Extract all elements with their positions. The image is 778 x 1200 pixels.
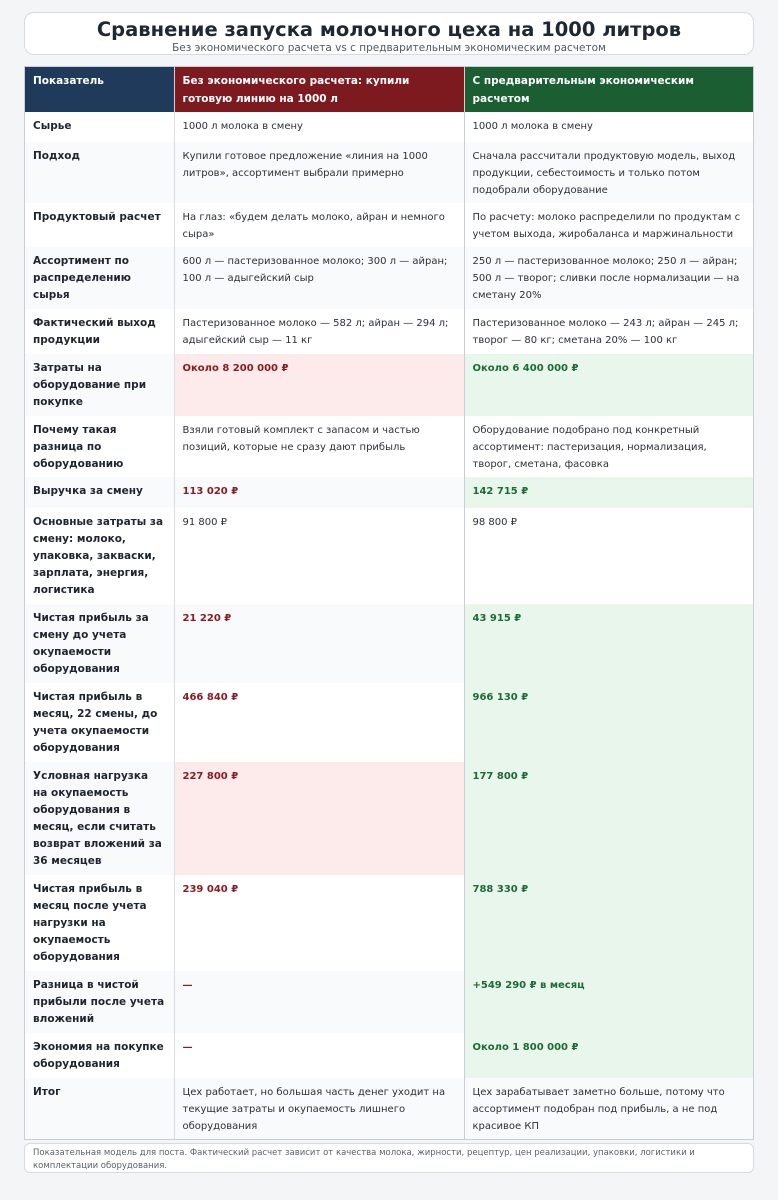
cell-with-calc: Сначала рассчитали продуктовую модель, выход продукции, себестоимость и только потом подобрали оборудование — [464, 142, 753, 203]
row-label: Чистая прибыль в месяц после учета нагрузки на окупаемость оборудования — [25, 875, 174, 971]
page-title: Сравнение запуска молочного цеха на 1000 литров — [96, 18, 682, 41]
cell-without-calc: Взяли готовый комплект с запасом и частью позиций, которые не сразу дают прибыль — [174, 416, 464, 477]
row-label: Разница в чистой прибыли после учета вложений — [25, 971, 174, 1033]
page-subtitle: Без экономического расчета vs с предварительным экономическим расчетом — [172, 42, 606, 54]
row-label: Основные затраты за смену: молоко, упаковка, закваски, зарплата, энергия, логистика — [25, 508, 174, 604]
cell-with-calc: Цех зарабатывает заметно больше, потому что ассортимент подобран под прибыль, а не под красивое КП — [464, 1078, 753, 1140]
cell-with-calc: Пастеризованное молоко — 243 л; айран — 245 л; творог — 80 кг; сметана 20% — 100 кг — [464, 309, 753, 354]
cell-without-calc: 21 220 ₽ — [174, 604, 464, 683]
cell-with-calc: 177 800 ₽ — [464, 762, 753, 875]
table-row — [25, 477, 753, 508]
cell-without-calc: 239 040 ₽ — [174, 875, 464, 971]
table-row — [25, 683, 753, 762]
comparison-table — [24, 66, 754, 1140]
row-label: Фактический выход продукции — [25, 309, 174, 354]
row-label: Подход — [25, 142, 174, 203]
row-label: Экономия на покупке оборудования — [25, 1033, 174, 1078]
cell-without-calc: Около 8 200 000 ₽ — [174, 354, 464, 416]
footer-note-text: Показательная модель для поста. Фактический расчет зависит от качества молока, жирности, рецептур, цен реализации, упаковки, логистики и комплектации оборудования. — [33, 1148, 695, 1171]
cell-without-calc: 91 800 ₽ — [174, 508, 464, 604]
cell-with-calc: 1000 л молока в смену — [464, 112, 753, 142]
row-label: Условная нагрузка на окупаемость оборудования в месяц, если считать возврат вложений за 36 месяцев — [25, 762, 174, 875]
cell-with-calc: Около 1 800 000 ₽ — [464, 1033, 753, 1078]
table-row — [25, 203, 753, 247]
table-row — [25, 971, 753, 1033]
cell-without-calc: — — [174, 971, 464, 1033]
table-row — [25, 142, 753, 203]
cell-without-calc: 600 л — пастеризованное молоко; 300 л — айран; 100 л — адыгейский сыр — [174, 247, 464, 309]
footer-note — [24, 1143, 754, 1173]
row-label: Итог — [25, 1078, 174, 1140]
cell-without-calc: 227 800 ₽ — [174, 762, 464, 875]
cell-without-calc: 113 020 ₽ — [174, 477, 464, 508]
row-label: Чистая прибыль в месяц, 22 смены, до учета окупаемости оборудования — [25, 683, 174, 762]
cell-without-calc: Цех работает, но большая часть денег уходит на текущие затраты и окупаемость лишнего оборудования — [174, 1078, 464, 1140]
row-label: Чистая прибыль за смену до учета окупаемости оборудования — [25, 604, 174, 683]
cell-without-calc: — — [174, 1033, 464, 1078]
cell-with-calc: +549 290 ₽ в месяц — [464, 971, 753, 1033]
row-label: Ассортимент по распределению сырья — [25, 247, 174, 309]
cell-with-calc: 250 л — пастеризованное молоко; 250 л — айран; 500 л — творог; сливки после нормализации — на сметану 20% — [464, 247, 753, 309]
column-header-indicator: Показатель — [25, 67, 174, 112]
table-row — [25, 875, 753, 971]
table-row — [25, 508, 753, 604]
row-label: Затраты на оборудование при покупке — [25, 354, 174, 416]
cell-without-calc: Купили готовое предложение «линия на 1000 литров», ассортимент выбрали примерно — [174, 142, 464, 203]
table-row — [25, 354, 753, 416]
column-header-without-calc: Без экономического расчета: купили готовую линию на 1000 л — [174, 67, 464, 112]
row-label: Выручка за смену — [25, 477, 174, 508]
cell-without-calc: 466 840 ₽ — [174, 683, 464, 762]
table-row — [25, 309, 753, 354]
table-row — [25, 762, 753, 875]
row-label: Продуктовый расчет — [25, 203, 174, 247]
cell-with-calc: Около 6 400 000 ₽ — [464, 354, 753, 416]
row-label: Почему такая разница по оборудованию — [25, 416, 174, 477]
cell-with-calc: 788 330 ₽ — [464, 875, 753, 971]
cell-without-calc: Пастеризованное молоко — 582 л; айран — 294 л; адыгейский сыр — 11 кг — [174, 309, 464, 354]
cell-without-calc: 1000 л молока в смену — [174, 112, 464, 142]
cell-with-calc: По расчету: молоко распределили по продуктам с учетом выхода, жиробаланса и маржинальности — [464, 203, 753, 247]
column-header-with-calc: С предварительным экономическим расчетом — [464, 67, 753, 112]
table-row — [25, 247, 753, 309]
table-row — [25, 416, 753, 477]
page-header — [24, 12, 754, 55]
row-label: Сырье — [25, 112, 174, 142]
cell-with-calc: 142 715 ₽ — [464, 477, 753, 508]
table-row — [25, 1078, 753, 1140]
table-row — [25, 604, 753, 683]
table-row — [25, 112, 753, 142]
cell-with-calc: 43 915 ₽ — [464, 604, 753, 683]
cell-with-calc: 98 800 ₽ — [464, 508, 753, 604]
cell-without-calc: На глаз: «будем делать молоко, айран и немного сыра» — [174, 203, 464, 247]
table-row — [25, 1033, 753, 1078]
cell-with-calc: Оборудование подобрано под конкретный ассортимент: пастеризация, нормализация, творог, сметана, фасовка — [464, 416, 753, 477]
table-header-row — [25, 67, 753, 112]
cell-with-calc: 966 130 ₽ — [464, 683, 753, 762]
